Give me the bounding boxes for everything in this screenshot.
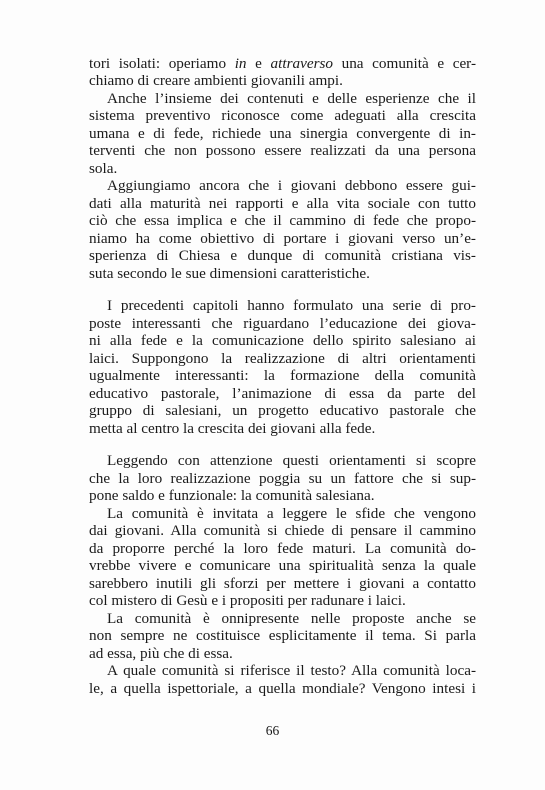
text-line: dati alla maturità nei rapporti e alla vita sociale con tutto <box>89 195 476 212</box>
text-line: ugualmente interessanti: la formazione della comunità <box>89 367 476 384</box>
text-line: educativo pastorale, l’animazione di essa da parte del <box>89 385 476 402</box>
text-line: sperienza di Chiesa e dunque di comunità cristiana vis- <box>89 247 476 264</box>
text-line: tori isolati: operiamo in e attraverso una comunità e cer- <box>89 55 476 72</box>
text-line: pone saldo e funzionale: la comunità salesiana. <box>89 487 375 504</box>
text-line: ni alla fede e la comunicazione dello spirito salesiano ai <box>89 332 476 349</box>
text-line: umana e di fede, richiede una sinergia convergente di in- <box>89 125 476 142</box>
text-line: gruppo di salesiani, un progetto educativo pastorale che <box>89 402 476 419</box>
text-line: suta secondo le sue dimensioni caratteristiche. <box>89 265 370 282</box>
text-line: chiamo di creare ambienti giovanili ampi. <box>89 72 343 89</box>
text-line: sarebbero inutili gli sforzi per mettere i giovani a contatto <box>89 575 476 592</box>
text-line: dai giovani. Alla comunità si chiede di pensare il cammino <box>89 522 476 539</box>
text-line: col mistero di Gesù e i propositi per radunare i laici. <box>89 592 406 609</box>
text-line: poste interessanti che riguardano l’educazione dei giova- <box>89 315 476 332</box>
text-line: vrebbe vivere e comunicare una spiritualità senza la quale <box>89 557 476 574</box>
text-line: laici. Suppongono la realizzazione di altri orientamenti <box>89 350 476 367</box>
text-line: Anche l’insieme dei contenuti e delle esperienze che il <box>107 90 476 107</box>
text-line: sistema preventivo riconosce come adeguati alla crescita <box>89 107 476 124</box>
text-line: sola. <box>89 160 118 177</box>
text-line: A quale comunità si riferisce il testo? Alla comunità loca- <box>107 662 476 679</box>
text-line: da proporre perché la loro fede maturi. La comunità do- <box>89 540 476 557</box>
text-line: le, a quella ispettoriale, a quella mondiale? Vengono intesi i <box>89 680 476 697</box>
text-line: metta al centro la crescita dei giovani alla fede. <box>89 420 376 437</box>
text-line: ciò che essa implica e che il cammino di fede che propo- <box>89 212 476 229</box>
text-line: Leggendo con attenzione questi orientamenti si scopre <box>107 452 476 469</box>
text-line: che la loro realizzazione poggia su un fattore che si sup- <box>89 470 476 487</box>
text-line: ad essa, più che di essa. <box>89 645 233 662</box>
text-line: Aggiungiamo ancora che i giovani debbono essere gui- <box>107 177 476 194</box>
text-line: terventi che non possono essere realizzati da una persona <box>89 142 476 159</box>
page-number: 66 <box>265 723 280 738</box>
text-line: non sempre ne costituisce esplicitamente il tema. Si parla <box>89 627 476 644</box>
text-line: La comunità è onnipresente nelle proposte anche se <box>107 610 476 627</box>
text-line: La comunità è invitata a leggere le sfide che vengono <box>107 505 476 522</box>
text-line: I precedenti capitoli hanno formulato una serie di pro- <box>107 297 476 314</box>
text-line: niamo ha come obiettivo di portare i giovani verso un’e- <box>89 230 476 247</box>
